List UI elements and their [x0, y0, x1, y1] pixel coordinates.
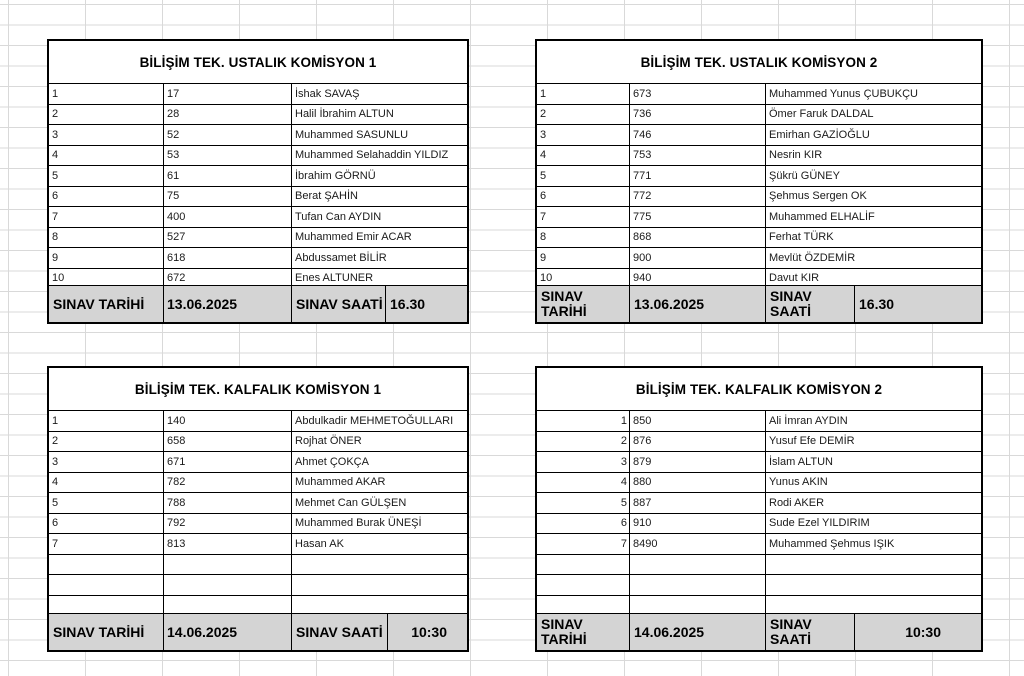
row-number: 4 — [537, 473, 630, 493]
candidate-id: 792 — [164, 514, 292, 534]
candidate-id: 673 — [630, 84, 766, 104]
candidate-name: Ali İmran AYDIN — [769, 414, 848, 427]
panel-ustalik-komisyon-1 — [47, 39, 469, 324]
table-row — [537, 534, 981, 555]
candidate-name: Muhammed Burak ÜNEŞİ — [295, 517, 422, 530]
candidate-name: Ömer Faruk DALDAL — [769, 108, 874, 121]
exam-date-value: 14.06.2025 — [164, 614, 292, 650]
row-number: 5 — [537, 166, 630, 186]
candidate-name: Muhammed Selahaddin YILDIZ — [295, 149, 449, 162]
candidate-id: 527 — [164, 228, 292, 248]
table-row — [49, 125, 467, 146]
candidate-name: İshak SAVAŞ — [295, 87, 360, 100]
candidate-id: 140 — [164, 411, 292, 431]
candidate-name: Emirhan GAZİOĞLU — [769, 128, 870, 141]
candidate-name: Rodi AKER — [769, 496, 825, 509]
candidate-name: Ahmet ÇOKÇA — [295, 455, 369, 468]
row-number: 10 — [537, 269, 630, 289]
candidate-name: Muhammed Şehmus IŞIK — [769, 537, 895, 550]
table-row — [537, 207, 981, 228]
row-number: 3 — [537, 125, 630, 145]
exam-time-label: SINAV SAATİ — [766, 614, 855, 650]
candidate-id: 940 — [630, 269, 766, 289]
candidate-id: 782 — [164, 473, 292, 493]
candidate-id: 736 — [630, 105, 766, 125]
row-number: 7 — [49, 534, 164, 554]
candidate-name: Nesrin KIR — [769, 149, 823, 162]
row-number — [537, 575, 630, 595]
table-row — [537, 84, 981, 105]
candidate-name: Ferhat TÜRK — [769, 231, 834, 244]
exam-date-label: SINAV TARİHİ — [49, 286, 164, 322]
candidate-id: 887 — [630, 493, 766, 513]
exam-time-value: 10:30 — [411, 624, 447, 640]
table-row — [49, 575, 467, 596]
row-number: 5 — [537, 493, 630, 513]
candidate-id: 28 — [164, 105, 292, 125]
table-row — [49, 534, 467, 555]
row-number: 4 — [49, 146, 164, 166]
row-number: 10 — [49, 269, 164, 289]
candidate-id: 17 — [164, 84, 292, 104]
row-number: 3 — [49, 452, 164, 472]
table-row — [49, 84, 467, 105]
row-number: 2 — [537, 432, 630, 452]
row-number: 7 — [49, 207, 164, 227]
row-number: 2 — [537, 105, 630, 125]
table-row — [537, 493, 981, 514]
table-row — [49, 473, 467, 494]
table-row — [49, 432, 467, 453]
candidate-id: 879 — [630, 452, 766, 472]
candidate-name: Muhammed SASUNLU — [295, 128, 409, 141]
row-number: 1 — [537, 84, 630, 104]
row-number — [49, 575, 164, 595]
table-row — [537, 473, 981, 494]
table-row — [49, 228, 467, 249]
table-row — [49, 411, 467, 432]
candidate-id: 813 — [164, 534, 292, 554]
candidate-id: 868 — [630, 228, 766, 248]
candidate-id: 61 — [164, 166, 292, 186]
panel-kalfalik-komisyon-2 — [535, 366, 983, 652]
table-row — [537, 125, 981, 146]
row-number: 4 — [537, 146, 630, 166]
exam-date-label: SINAV TARİHİ — [537, 614, 630, 650]
candidate-name: Yunus AKIN — [769, 476, 828, 489]
candidate-name — [766, 555, 981, 575]
row-number: 6 — [49, 187, 164, 207]
table-row — [49, 105, 467, 126]
exam-time-value: 16.30 — [390, 296, 426, 312]
student-list — [49, 84, 467, 289]
table-row — [49, 452, 467, 473]
row-number: 3 — [537, 452, 630, 472]
exam-time-label: SINAV SAATİ — [292, 614, 388, 650]
exam-time-label: SINAV SAATİ — [292, 286, 386, 322]
candidate-id: 850 — [630, 411, 766, 431]
row-number: 5 — [49, 493, 164, 513]
candidate-name: Mevlüt ÖZDEMİR — [769, 251, 856, 264]
row-number: 4 — [49, 473, 164, 493]
panel-title: BİLİŞİM TEK. KALFALIK KOMİSYON 1 — [49, 368, 467, 411]
candidate-id: 876 — [630, 432, 766, 452]
candidate-name: Sude Ezel YILDIRIM — [769, 517, 870, 530]
candidate-id — [164, 555, 292, 575]
candidate-id — [164, 575, 292, 595]
candidate-name: İbrahim GÖRNÜ — [295, 169, 376, 182]
candidate-id: 910 — [630, 514, 766, 534]
candidate-id: 53 — [164, 146, 292, 166]
exam-date-label: SINAV TARİHİ — [537, 286, 630, 322]
row-number: 7 — [537, 534, 630, 554]
table-row — [537, 411, 981, 432]
candidate-id: 671 — [164, 452, 292, 472]
candidate-name: Abdulkadir MEHMETOĞULLARI — [295, 414, 454, 427]
table-row — [537, 166, 981, 187]
row-number: 6 — [537, 514, 630, 534]
candidate-name: Enes ALTUNER — [295, 272, 374, 285]
table-row — [49, 166, 467, 187]
row-number: 5 — [49, 166, 164, 186]
table-row — [49, 207, 467, 228]
candidate-id: 900 — [630, 248, 766, 268]
candidate-name: Tufan Can AYDIN — [295, 210, 382, 223]
row-number: 8 — [537, 228, 630, 248]
panel-ustalik-komisyon-2 — [535, 39, 983, 324]
candidate-name — [766, 575, 981, 595]
candidate-id — [630, 555, 766, 575]
candidate-name: Şehmus Sergen OK — [769, 190, 867, 203]
exam-info-footer — [49, 613, 467, 650]
candidate-name: Muhammed ELHALİF — [769, 210, 875, 223]
panel-title: BİLİŞİM TEK. KALFALIK KOMİSYON 2 — [537, 368, 981, 411]
table-row — [49, 146, 467, 167]
table-row — [537, 248, 981, 269]
candidate-id: 753 — [630, 146, 766, 166]
candidate-name — [292, 575, 467, 595]
table-row — [49, 555, 467, 576]
panel-title: BİLİŞİM TEK. USTALIK KOMİSYON 1 — [49, 41, 467, 84]
candidate-id: 672 — [164, 269, 292, 289]
table-row — [537, 228, 981, 249]
table-row — [537, 575, 981, 596]
exam-info-footer — [537, 613, 981, 650]
row-number: 1 — [537, 411, 630, 431]
table-row — [537, 514, 981, 535]
table-row — [537, 432, 981, 453]
row-number: 6 — [537, 187, 630, 207]
row-number: 3 — [49, 125, 164, 145]
candidate-id: 400 — [164, 207, 292, 227]
candidate-id: 618 — [164, 248, 292, 268]
candidate-id — [630, 575, 766, 595]
candidate-id: 788 — [164, 493, 292, 513]
exam-time-value: 10:30 — [905, 624, 941, 640]
row-number: 1 — [49, 411, 164, 431]
row-number: 6 — [49, 514, 164, 534]
candidate-id: 746 — [630, 125, 766, 145]
candidate-name — [292, 555, 467, 575]
row-number: 7 — [537, 207, 630, 227]
row-number: 1 — [49, 84, 164, 104]
table-row — [49, 187, 467, 208]
table-row — [537, 555, 981, 576]
table-row — [49, 493, 467, 514]
candidate-name: Muhammed Emir ACAR — [295, 231, 412, 244]
row-number — [49, 555, 164, 575]
exam-time-value: 16.30 — [859, 296, 895, 312]
exam-date-value: 14.06.2025 — [630, 614, 766, 650]
panel-kalfalik-komisyon-1 — [47, 366, 469, 652]
table-row — [537, 146, 981, 167]
row-number: 9 — [537, 248, 630, 268]
candidate-id: 775 — [630, 207, 766, 227]
table-row — [537, 187, 981, 208]
candidate-id: 772 — [630, 187, 766, 207]
table-row — [49, 514, 467, 535]
candidate-id: 658 — [164, 432, 292, 452]
exam-date-value: 13.06.2025 — [164, 286, 292, 322]
exam-date-label: SINAV TARİHİ — [49, 614, 164, 650]
row-number: 9 — [49, 248, 164, 268]
row-number: 2 — [49, 105, 164, 125]
candidate-name: Davut KIR — [769, 272, 820, 285]
row-number — [537, 555, 630, 575]
candidate-name: İslam ALTUN — [769, 455, 833, 468]
table-row — [537, 452, 981, 473]
candidate-name: Berat ŞAHİN — [295, 190, 358, 203]
exam-date-value: 13.06.2025 — [630, 286, 766, 322]
table-row — [537, 105, 981, 126]
exam-info-footer — [49, 285, 467, 322]
student-list — [537, 84, 981, 289]
student-list — [49, 411, 467, 616]
exam-time-label: SINAV SAATİ — [766, 286, 855, 322]
candidate-name: Rojhat ÖNER — [295, 435, 362, 448]
candidate-name: Yusuf Efe DEMİR — [769, 435, 855, 448]
candidate-id: 880 — [630, 473, 766, 493]
candidate-name: Muhammed AKAR — [295, 476, 386, 489]
table-row — [49, 248, 467, 269]
candidate-id: 52 — [164, 125, 292, 145]
candidate-name: Abdussamet BİLİR — [295, 251, 387, 264]
exam-info-footer — [537, 285, 981, 322]
row-number: 8 — [49, 228, 164, 248]
candidate-name: Halil İbrahim ALTUN — [295, 108, 394, 121]
candidate-name: Muhammed Yunus ÇUBUKÇU — [769, 87, 918, 100]
candidate-name: Şükrü GÜNEY — [769, 169, 840, 182]
candidate-id: 75 — [164, 187, 292, 207]
panel-title: BİLİŞİM TEK. USTALIK KOMİSYON 2 — [537, 41, 981, 84]
candidate-name: Mehmet Can GÜLŞEN — [295, 496, 407, 509]
candidate-id: 771 — [630, 166, 766, 186]
row-number: 2 — [49, 432, 164, 452]
student-list — [537, 411, 981, 616]
candidate-id: 8490 — [630, 534, 766, 554]
candidate-name: Hasan AK — [295, 537, 344, 550]
